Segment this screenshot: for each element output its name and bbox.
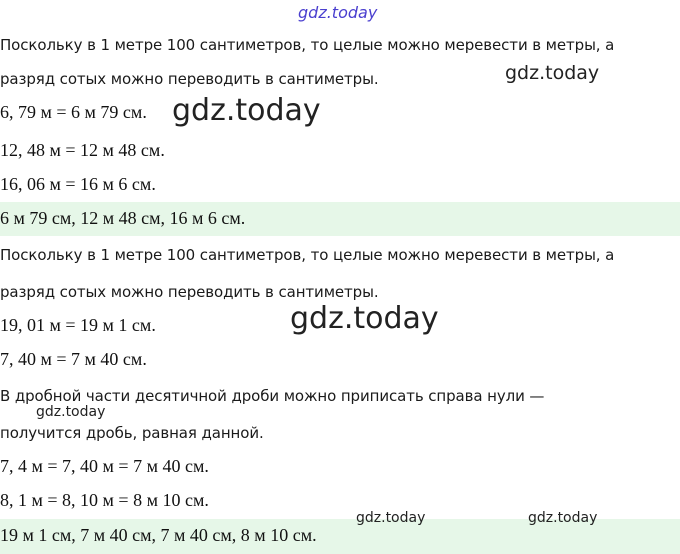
watermark-small-2: gdz.today [356, 510, 426, 526]
watermark-small-1: gdz.today [36, 404, 106, 420]
answer-2: 19 м 1 см, 7 м 40 см, 7 м 40 см, 8 м 10 см. [0, 525, 317, 545]
watermark-small-3: gdz.today [528, 510, 598, 526]
section1-equation-2: 12, 48 м = 12 м 48 см. [0, 140, 165, 160]
watermark-large-1: gdz.today [172, 93, 321, 128]
section1-intro-line2: разряд сотых можно переводить в сантиметры. [0, 70, 379, 88]
section1-intro-line1: Поскольку в 1 метре 100 сантиметров, то целые можно меревести в метры, а [0, 36, 615, 54]
watermark-top: gdz.today [298, 3, 378, 22]
section2-equation-3: 7, 4 м = 7, 40 м = 7 м 40 см. [0, 456, 209, 476]
section1-equation-1: 6, 79 м = 6 м 79 см. [0, 102, 147, 122]
watermark-right: gdz.today [505, 62, 600, 84]
section2-note-line1: В дробной части десятичной дроби можно приписать справа нули — [0, 387, 545, 405]
section2-equation-4: 8, 1 м = 8, 10 м = 8 м 10 см. [0, 490, 209, 510]
section2-equation-1: 19, 01 м = 19 м 1 см. [0, 315, 156, 335]
section1-equation-3: 16, 06 м = 16 м 6 см. [0, 174, 156, 194]
section2-intro-line1: Поскольку в 1 метре 100 сантиметров, то целые можно меревести в метры, а [0, 246, 615, 264]
answer-1: 6 м 79 см, 12 м 48 см, 16 м 6 см. [0, 208, 246, 228]
section2-note-line2: получится дробь, равная данной. [0, 424, 264, 442]
answer-block-1 [0, 202, 680, 236]
watermark-large-2: gdz.today [290, 301, 439, 336]
section2-equation-2: 7, 40 м = 7 м 40 см. [0, 349, 147, 369]
section2-intro-line2: разряд сотых можно переводить в сантиметры. [0, 283, 379, 301]
